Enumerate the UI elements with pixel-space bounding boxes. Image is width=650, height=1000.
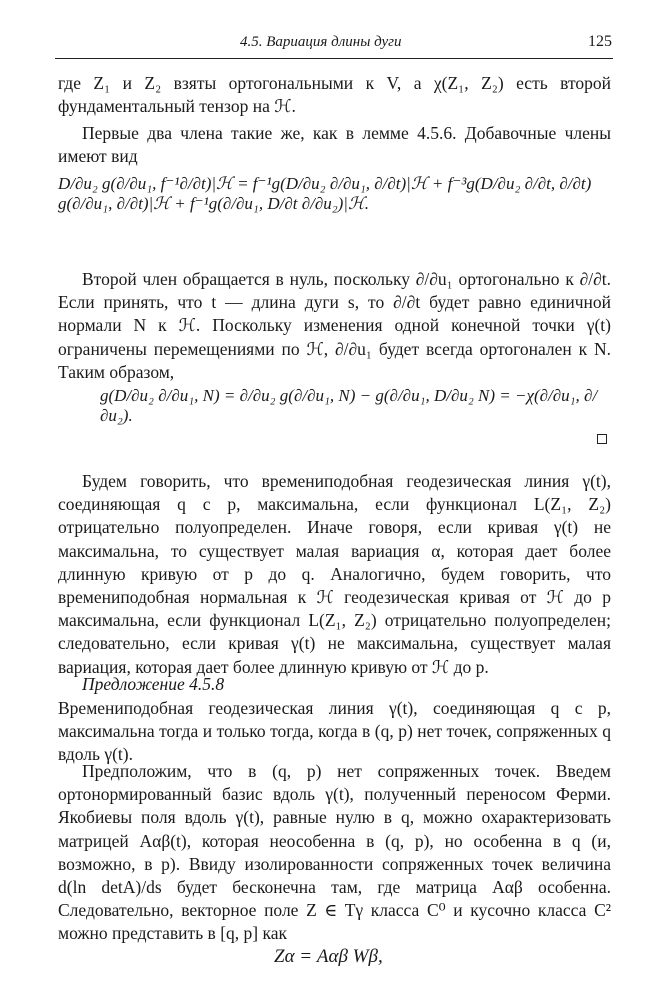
equation-1: D/∂u₂ g(∂/∂u₁, f⁻¹∂/∂t)|ℋ = f⁻¹g(D/∂u₂ ∂/∂u₁, ∂/∂t)|ℋ + f⁻³g(D/∂u₂ ∂/∂t, ∂/∂t) g(∂/∂u₁, ∂/∂t)|ℋ + f⁻¹g(∂/∂u₁, D/∂t ∂/∂u₂)|ℋ. bbox=[58, 174, 592, 213]
paragraph-6: Предположим, что в (q, p) нет сопряженных точек. Введем ортонормированный базис вдоль γ(t), полученный переносом Ферми. Якобиевы поля вдоль γ(t), равные нулю в q, можно охарактеризовать матрицей Aαβ(t), которая неособенна в (q, p), но особенна в q (и, возможно, в p). Ввиду изолированности сопряженных точек величина d(ln detA)/ds будет бесконечна там, где матрица Aαβ особенна. Следовательно, векторное поле Z ∈ Tγ класса C⁰ и кусочно класса C² можно представить в [q, p] как bbox=[58, 761, 611, 944]
running-header-title: 4.5. Вариация длины дуги bbox=[240, 34, 402, 50]
paragraph-4: Будем говорить, что времениподобная геодезическая линия γ(t), соединяющая q с p, максимальна, если функционал L(Z₁, Z₂) отрицательно полуопределен. Иначе говоря, если кривая γ(t) не максимальна, то существует малая вариация α, которая дает более длинную кривую от p до q. Аналогично, будем говорить, что времениподобная нормальная к ℋ геодезическая кривая от ℋ до p максимальна, если функционал L(Z₁, Z₂) отрицательно полуопределен; следовательно, если кривая γ(t) не максимальна, существует малая вариация, которая дает более длинную кривую от ℋ до p. bbox=[58, 471, 611, 677]
paragraph-3: Второй член обращается в нуль, поскольку ∂/∂u₁ ортогонально к ∂/∂t. Если принять, что t — длина дуги s, то ∂/∂t будет равно единичной нормали N к ℋ. Поскольку изменения одной конечной точки γ(t) ограничены перемещениями по ℋ, ∂/∂u₁ будет всегда ортогонален к N. Таким образом, bbox=[58, 269, 611, 382]
qed-box bbox=[597, 434, 607, 444]
paragraph-2: Первые два члена такие же, как в лемме 4.5.6. Добавочные члены имеют вид bbox=[58, 123, 611, 167]
equation-3: Zα = Aαβ Wβ, bbox=[274, 946, 383, 967]
header-rule bbox=[55, 58, 613, 59]
equation-2: g(D/∂u₂ ∂/∂u₁, N) = ∂/∂u₂ g(∂/∂u₁, N) − g(∂/∂u₁, D/∂u₂ N) = −χ(∂/∂u₁, ∂/∂u₂). bbox=[100, 386, 598, 425]
proposition-body: Времениподобная геодезическая линия γ(t), соединяющая q с p, максимальна тогда и только тогда, когда в (q, p) нет точек, сопряженных q вдоль γ(t). bbox=[58, 698, 611, 765]
paragraph-1: где Z₁ и Z₂ взяты ортогональными к V, а χ(Z₁, Z₂) есть второй фундаментальный тензор на ℋ. bbox=[58, 73, 611, 117]
page-number: 125 bbox=[588, 33, 612, 50]
proposition-title: Предложение 4.5.8 bbox=[82, 674, 225, 694]
